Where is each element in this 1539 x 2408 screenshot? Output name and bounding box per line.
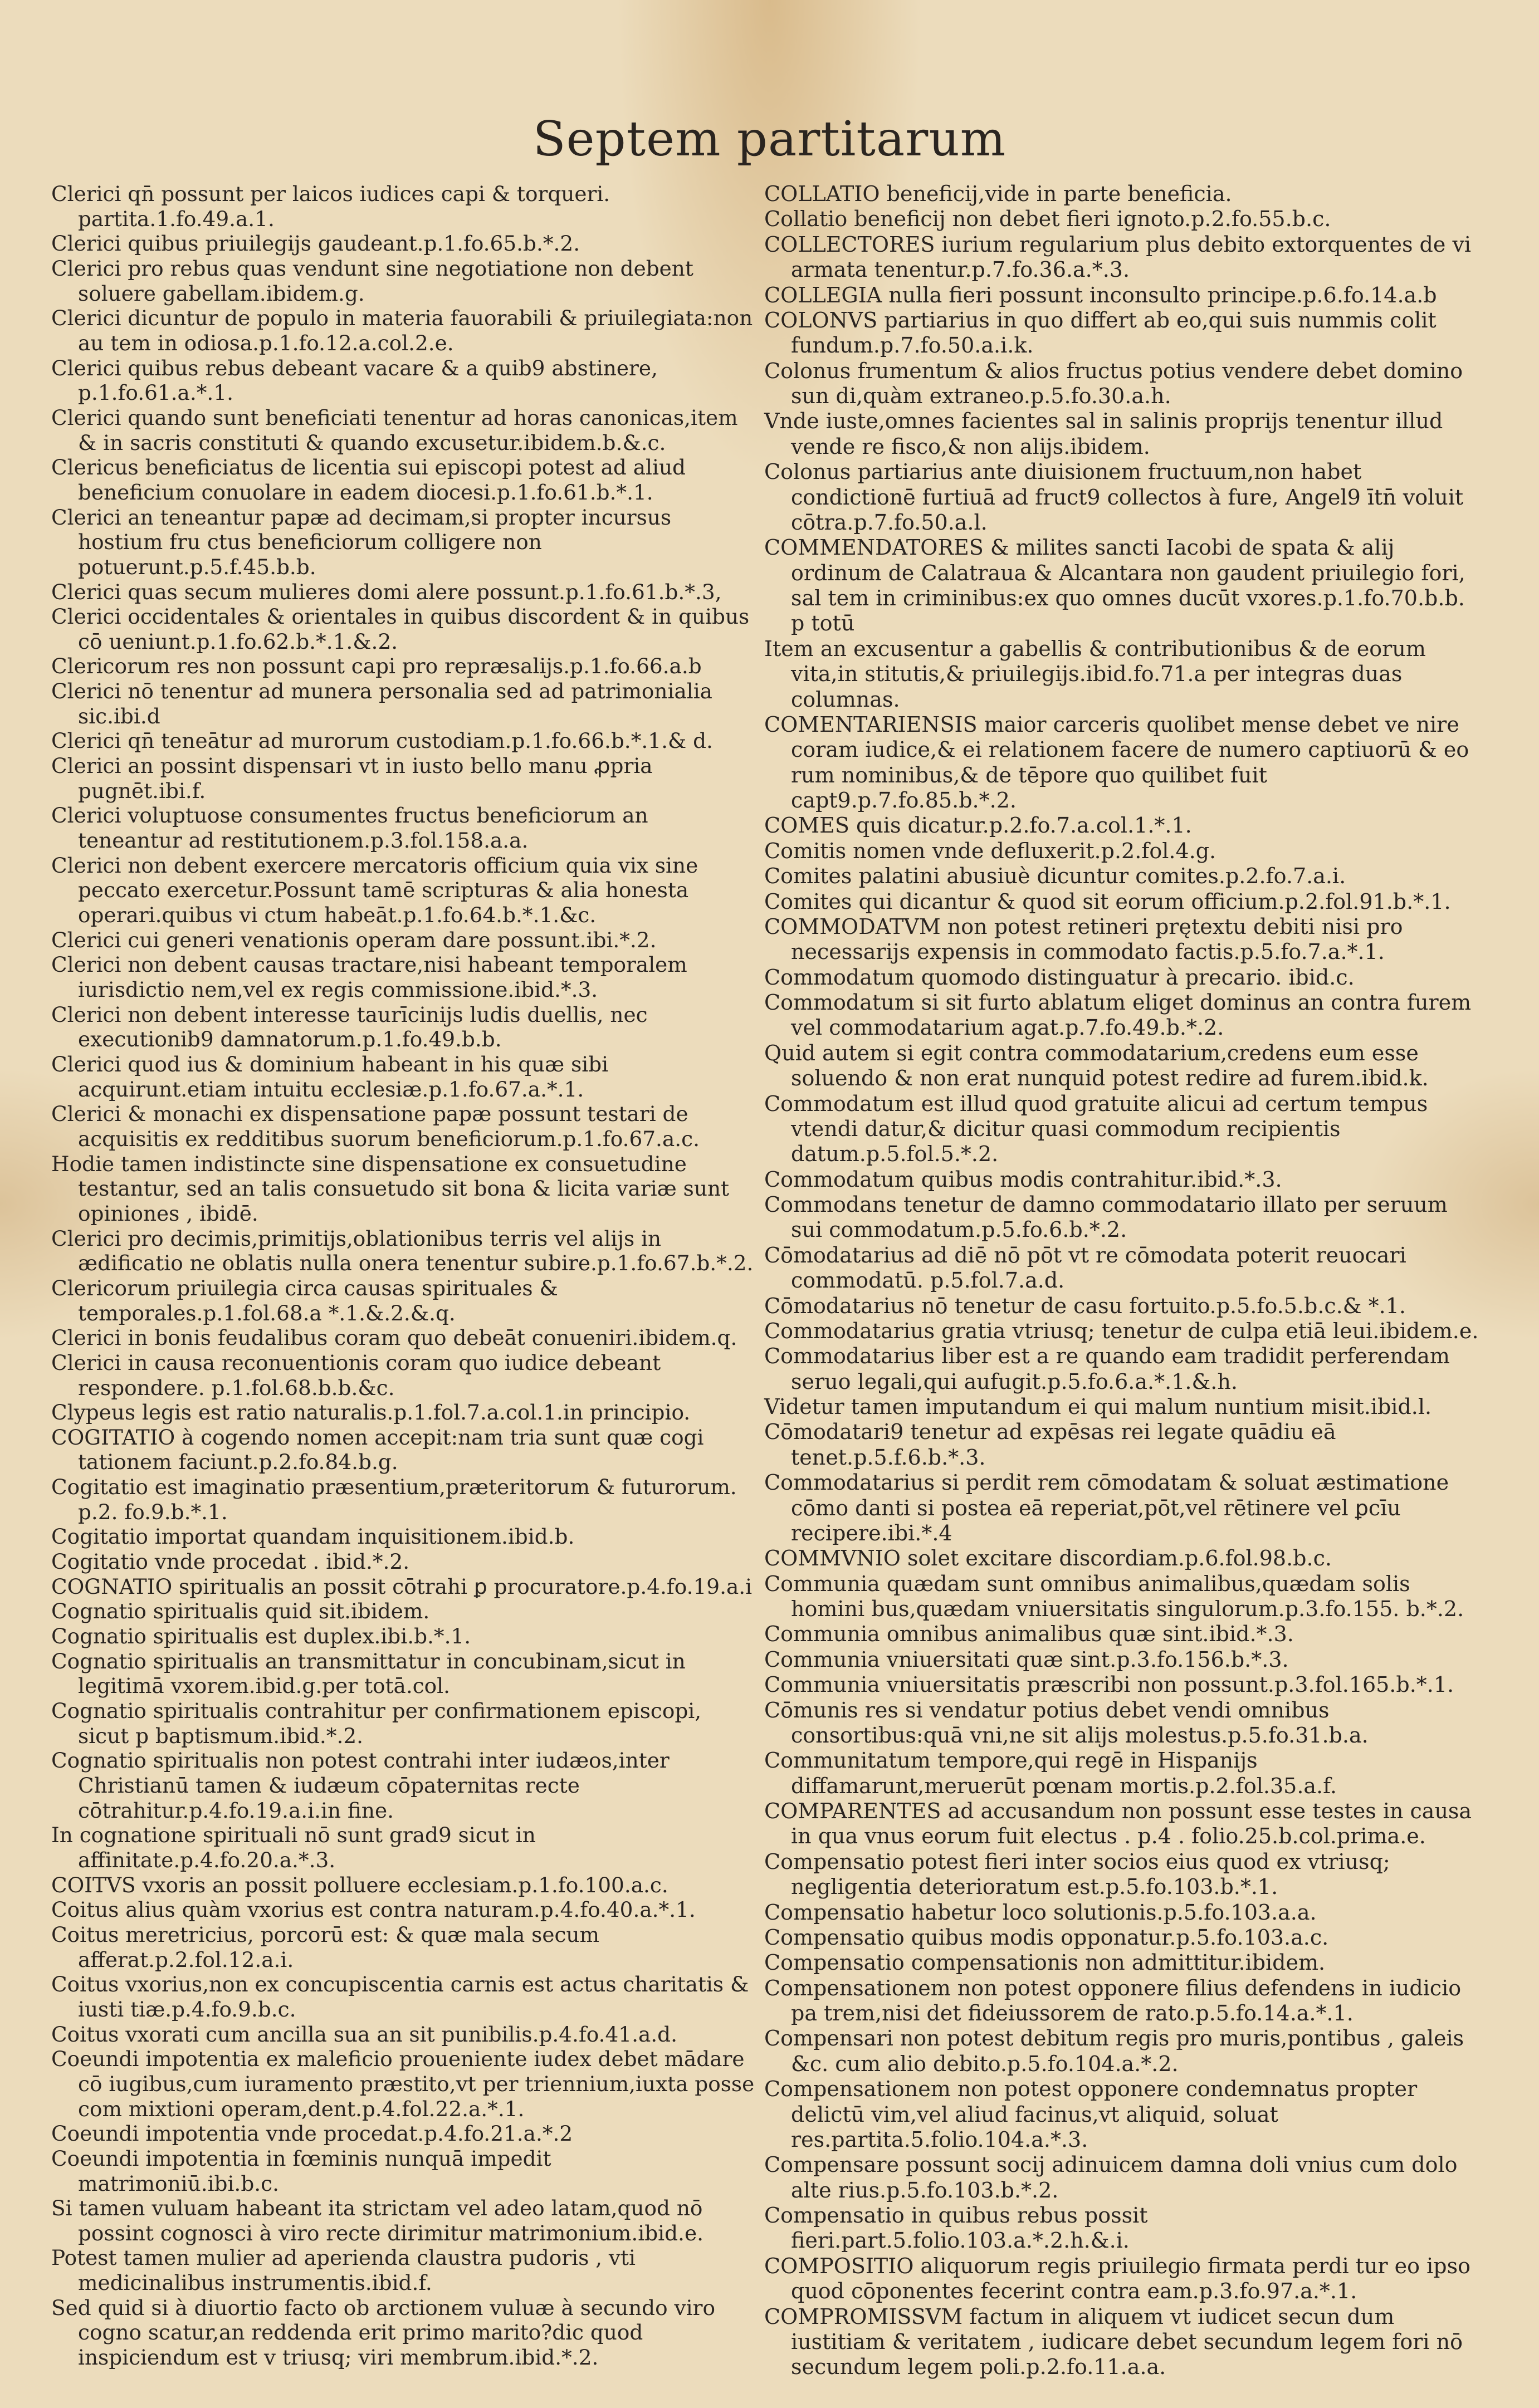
index-entry: Commodatum quibus modis contrahitur.ibid.*.3. [764, 1167, 1282, 1192]
index-entry: Coeundi impotentia ex maleficio proueniente iudex debet mādare cō iugibus,cum iuramento præstito,vt per triennium,iuxta posse com mixtioni operam,dent.p.4.fol.22.a.*.1. [51, 2047, 755, 2121]
index-entry: Cognatio spiritualis contrahitur per confirmationem episcopi, sicut p baptismum.ibid.*.2. [51, 1699, 702, 1748]
index-entry: Compensare possunt socij adinuicem damna doli vnius cum dolo alte rius.p.5.fo.103.b.*.2. [764, 2152, 1458, 2203]
index-entry: Sed quid si à diuortio facto ob arctionem vuluæ à secundo viro cogno scatur,an reddenda erit primo marito?dic quod inspiciendum est v triusq; viri membrum.ibid.*.2. [51, 2295, 715, 2370]
index-entry: Coitus alius quàm vxorius est contra naturam.p.4.fo.40.a.*.1. [51, 1897, 696, 1922]
index-entry: COLONVS partiarius in quo differt ab eo,qui suis nummis colit fundum.p.7.fo.50.a.i.k. [764, 307, 1437, 358]
index-entry: Clerici quod ius & dominium habeant in his quæ sibi acquirunt.etiam intuitu ecclesiæ.p.1.fo.67.a.*.1. [51, 1051, 609, 1102]
index-entry: Commodatarius liber est a re quando eam tradidit perferendam seruo legali,qui aufugit.p.5.fo.6.a.*.1.&.h. [764, 1344, 1450, 1394]
index-column-left [51, 182, 756, 2370]
index-entry: Item an excusentur a gabellis & contributionibus & de eorum vita,in stitutis,& priuilegijs.ibid.fo.71.a per integras duas columnas. [764, 636, 1426, 712]
index-entry: Communitatum tempore,qui regē in Hispanijs diffamarunt,meruerūt pœnam mortis.p.2.fol.35.a.f. [764, 1748, 1337, 1798]
index-entry: COMMODATVM non potest retineri prętextu debiti nisi pro necessarijs expensis in commodato factis.p.5.fo.7.a.*.1. [764, 914, 1403, 965]
index-entry: Compensationem non potest opponere condemnatus propter delictū vim,vel aliud facinus,vt aliquid, soluat res.partita.5.folio.104.a.*.3. [764, 2077, 1418, 2152]
index-entry: Compensatio quibus modis opponatur.p.5.fo.103.a.c. [764, 1925, 1329, 1950]
index-entry: Coitus vxorati cum ancilla sua an sit punibilis.p.4.fo.41.a.d. [51, 2022, 677, 2047]
index-entry: COMMENDATORES & milites sancti Iacobi de spata & alij ordinum de Calatraua & Alcantara non gaudent priuilegio fori, sal tem in criminibus:ex quo omnes ducūt vxores.p.1.fo.70.b.b. p totū [764, 535, 1465, 636]
index-entry: COGITATIO à cogendo nomen accepit:nam tria sunt quæ cogi tationem faciunt.p.2.fo.84.b.g. [51, 1425, 704, 1475]
index-entry: Compensatio compensationis non admittitur.ibidem. [764, 1950, 1326, 1975]
index-entry: Clerici an teneantur papæ ad decimam,si propter incursus hostium fru ctus beneficiorum colligere non potuerunt.p.5.f.45.b.b. [51, 505, 672, 579]
index-entry: Comites qui dicantur & quod sit eorum officium.p.2.fol.91.b.*.1. [764, 889, 1451, 914]
index-entry: Clerici pro rebus quas vendunt sine negotiatione non debent soluere gabellam.ibidem.g. [51, 256, 693, 306]
index-entry: COITVS vxoris an possit polluere ecclesiam.p.1.fo.100.a.c. [51, 1872, 668, 1897]
index-entry: Vnde iuste,omnes facientes sal in salinis proprijs tenentur illud vende re fisco,& non alijs.ibidem. [764, 409, 1443, 459]
index-entry: Clerici qn̄ teneātur ad murorum custodiam.p.1.fo.66.b.*.1.& d. [51, 728, 713, 753]
index-entry: Clerici cui generi venationis operam dare possunt.ibi.*.2. [51, 927, 657, 952]
index-entry: Clerici dicuntur de populo in materia fauorabili & priuilegiata:non au tem in odiosa.p.1.fo.12.a.col.2.e. [51, 306, 753, 355]
index-entry: Clerici quibus rebus debeant vacare & a quib9 abstinere, p.1.fo.61.a.*.1. [51, 355, 658, 405]
index-entry: Commodatarius si perdit rem cōmodatam & soluat æstimatione cōmo danti si postea eā reperiat,pōt,vel rētinere vel ꝑcīu recipere.ibi.*.4 [764, 1470, 1449, 1545]
index-entry: COMENTARIENSIS maior carceris quolibet mense debet ve nire coram iudice,& ei relationem facere de numero captiuorū & eo rum nominibus,& de tēpore quo quilibet fuit capt9.p.7.fo.85.b.*.2. [764, 712, 1469, 813]
index-entry: Clypeus legis est ratio naturalis.p.1.fol.7.a.col.1.in principio. [51, 1400, 691, 1425]
index-entry: Cōmunis res si vendatur potius debet vendi omnibus consortibus:quā vni,ne sit alijs molestus.p.5.fo.31.b.a. [764, 1697, 1369, 1748]
index-entry: Clerici & monachi ex dispensatione papæ possunt testari de acquisitis ex redditibus suorum beneficiorum.p.1.fo.67.a.c. [51, 1102, 700, 1151]
index-entry: Cogitatio importat quandam inquisitionem.ibid.b. [51, 1524, 575, 1549]
index-entry: Colonus partiarius ante diuisionem fructuum,non habet condictionē furtiuā ad fruct9 collectos à fure, Angel9 ītn̄ voluit cōtra.p.7.fo.50.a.l. [764, 459, 1464, 535]
index-entry: COMMVNIO solet excitare discordiam.p.6.fol.98.b.c. [764, 1546, 1332, 1571]
index-column-right [764, 182, 1480, 2380]
index-entry: COGNATIO spiritualis an possit cōtrahi ꝑ procuratore.p.4.fo.19.a.i [51, 1574, 753, 1599]
index-entry: Clerici an possint dispensari vt in iusto bello manu ꝓpria pugnēt.ibi.f. [51, 753, 653, 803]
index-entry: Coeundi impotentia in fœminis nunquā impedit matrimoniū.ibi.b.c. [51, 2146, 551, 2196]
index-entry: Cōmodatarius nō tenetur de casu fortuito.p.5.fo.5.b.c.& *.1. [764, 1293, 1406, 1318]
index-entry: Quid autem si egit contra commodatarium,credens eum esse soluendo & non erat nunquid potest redire ad furem.ibid.k. [764, 1040, 1429, 1091]
index-entry: Communia vniuersitatis præscribi non possunt.p.3.fol.165.b.*.1. [764, 1672, 1454, 1697]
index-entry: Compensatio potest fieri inter socios eius quod ex vtriusq; negligentia deterioratum est.p.5.fo.103.b.*.1. [764, 1849, 1390, 1900]
index-entry: Clerici qn̄ possunt per laicos iudices capi & torqueri. partita.1.fo.49.a.1. [51, 182, 610, 231]
index-entry: COMPROMISSVM factum in aliquem vt iudicet secun dum iustitiam & veritatem , iudicare debet secundum legem fori nō secundum legem poli.p.2.fo.11.a.a. [764, 2304, 1463, 2380]
index-entry: Comitis nomen vnde defluxerit.p.2.fol.4.g. [764, 838, 1216, 863]
index-entry: Colonus frumentum & alios fructus potius vendere debet domino sun di,quàm extraneo.p.5.fo.30.a.h. [764, 358, 1463, 408]
index-entry: COMPOSITIO aliquorum regis priuilegio firmata perdi tur eo ipso quod cōponentes fecerint contra eam.p.3.fo.97.a.*.1. [764, 2253, 1470, 2304]
index-entry: Compensatio in quibus rebus possit fieri.part.5.folio.103.a.*.2.h.&.i. [764, 2203, 1148, 2253]
index-entry: Cognatio spiritualis an transmittatur in concubinam,sicut in legitimā vxorem.ibid.g.per totā.col. [51, 1648, 686, 1699]
index-entry: Cogitatio vnde procedat . ibid.*.2. [51, 1549, 410, 1574]
index-entry: Cōmodatari9 tenetur ad expēsas rei legate quādiu eā tenet.p.5.f.6.b.*.3. [764, 1420, 1336, 1470]
index-entry: Cogitatio est imaginatio præsentium,præteritorum & futurorum. p.2. fo.9.b.*.1. [51, 1475, 737, 1524]
index-entry: Clerici nō tenentur ad munera personalia sed ad patrimonialia sic.ibi.d [51, 679, 712, 728]
index-entry: Clerici in bonis feudalibus coram quo debeāt conueniri.ibidem.q. [51, 1325, 737, 1350]
index-entry: Cognatio spiritualis non potest contrahi inter iudæos,inter Christianū tamen & iudæum cōpaternitas recte cōtrahitur.p.4.fo.19.a.i.in fine. [51, 1748, 670, 1823]
running-head: Septem partitarum [532, 111, 1007, 167]
index-entry: Clericorum priuilegia circa causas spirituales & temporales.p.1.fol.68.a *.1.&.2.&.q. [51, 1275, 558, 1325]
index-entry: In cognatione spirituali nō sunt grad9 sicut in affinitate.p.4.fo.20.a.*.3. [51, 1823, 536, 1872]
index-entry: Commodatum quomodo distinguatur à precario. ibid.c. [764, 965, 1355, 990]
index-entry: Communia vniuersitati quæ sint.p.3.fo.156.b.*.3. [764, 1647, 1289, 1672]
index-entry: Compensatio habetur loco solutionis.p.5.fo.103.a.a. [764, 1900, 1317, 1925]
index-entry: COLLATIO beneficij,vide in parte beneficia. [764, 182, 1232, 206]
index-entry: COLLEGIA nulla fieri possunt inconsulto principe.p.6.fo.14.a.b [764, 282, 1437, 307]
index-entry: Communia quædam sunt omnibus animalibus,quædam solis homini bus,quædam vniuersitatis singulorum.p.3.fo.155. b.*.2. [764, 1571, 1464, 1621]
index-entry: Videtur tamen imputandum ei qui malum nuntium misit.ibid.l. [764, 1394, 1432, 1419]
index-entry: Clerici quibus priuilegijs gaudeant.p.1.fo.65.b.*.2. [51, 231, 580, 256]
index-entry: Coeundi impotentia vnde procedat.p.4.fo.21.a.*.2 [51, 2121, 573, 2146]
index-entry: Clericus beneficiatus de licentia sui episcopi potest ad aliud beneficium conuolare in eadem diocesi.p.1.fo.61.b.*.1. [51, 455, 686, 505]
index-entry: Clerici non debent exercere mercatoris officium quia vix sine peccato exercetur.Possunt tamē scripturas & alia honesta operari.quibus vi ctum habeāt.p.1.fo.64.b.*.1.&c. [51, 853, 698, 928]
index-entry: Compensari non potest debitum regis pro muris,pontibus , galeis &c. cum alio debito.p.5.fo.104.a.*.2. [764, 2026, 1464, 2076]
index-entry: Clerici in causa reconuentionis coram quo iudice debeant respondere. p.1.fol.68.b.b.&c. [51, 1350, 661, 1400]
index-entry: Commodatum si sit furto ablatum eliget dominus an contra furem vel commodatarium agat.p.7.fo.49.b.*.2. [764, 990, 1472, 1040]
index-entry: Clerici voluptuose consumentes fructus beneficiorum an teneantur ad restitutionem.p.3.fol.158.a.a. [51, 803, 648, 853]
index-entry: Commodatum est illud quod gratuite alicui ad certum tempus vtendi datur,& dicitur quasi commodum recipientis datum.p.5.fol.5.*.2. [764, 1091, 1428, 1167]
index-entry: Communia omnibus animalibus quæ sint.ibid.*.3. [764, 1622, 1294, 1647]
index-entry: COLLECTORES iurium regularium plus debito extorquentes de vi armata tenentur.p.7.fo.36.a.*.3. [764, 232, 1472, 282]
index-entry: COMPARENTES ad accusandum non possunt esse testes in causa in qua vnus eorum fuit electus . p.4 . folio.25.b.col.prima.e. [764, 1799, 1472, 1849]
index-entry: Collatio beneficij non debet fieri ignoto.p.2.fo.55.b.c. [764, 207, 1331, 232]
index-entry: Clericorum res non possunt capi pro repræsalijs.p.1.fo.66.a.b [51, 654, 702, 679]
index-entry: Cognatio spiritualis est duplex.ibi.b.*.1. [51, 1624, 471, 1649]
index-entry: Clerici occidentales & orientales in quibus discordent & in quibus cō ueniunt.p.1.fo.62.b.*.1.&.2. [51, 604, 750, 654]
index-entry: COMES quis dicatur.p.2.fo.7.a.col.1.*.1. [764, 813, 1192, 838]
index-entry: Commodans tenetur de damno commodatario illato per seruum sui commodatum.p.5.fo.6.b.*.2. [764, 1192, 1448, 1242]
index-entry: Clerici quando sunt beneficiati tenentur ad horas canonicas,item & in sacris constituti & quando excusetur.ibidem.b.&.c. [51, 405, 738, 455]
index-entry: Clerici quas secum mulieres domi alere possunt.p.1.fo.61.b.*.3, [51, 579, 722, 604]
index-entry: Clerici pro decimis,primitijs,oblationibus terris vel alijs in ædificatio ne oblatis nulla onera tenentur subire.p.1.fo.67.b.*.2. [51, 1226, 754, 1276]
index-entry: Coitus meretricius, porcorū est: & quæ mala secum afferat.p.2.fol.12.a.i. [51, 1922, 599, 1972]
index-entry: Clerici non debent causas tractare,nisi habeant temporalem iurisdictio nem,vel ex regis commissione.ibid.*.3. [51, 952, 687, 1002]
index-entry: Compensationem non potest opponere filius defendens in iudicio pa trem,nisi det fideiussorem de rato.p.5.fo.14.a.*.1. [764, 1975, 1462, 2025]
index-entry: Clerici non debent interesse taurīcinijs ludis duellis, nec executionib9 damnatorum.p.1.fo.49.b.b. [51, 1002, 648, 1052]
index-entry: Comites palatini abusiuè dicuntur comites.p.2.fo.7.a.i. [764, 864, 1346, 889]
index-entry: Commodatarius gratia vtriusq; tenetur de culpa etiā leui.ibidem.e. [764, 1318, 1479, 1343]
index-entry: Coitus vxorius,non ex concupiscentia carnis est actus charitatis & iusti tiæ.p.4.fo.9.b.c. [51, 1972, 749, 2022]
index-entry: Potest tamen mulier ad aperienda claustra pudoris , vti medicinalibus instrumentis.ibid.f. [51, 2245, 636, 2296]
index-entry: Cognatio spiritualis quid sit.ibidem. [51, 1599, 430, 1624]
index-entry: Hodie tamen indistincte sine dispensatione ex consuetudine testantur, sed an talis consuetudo sit bona & licita variæ sunt opiniones , ibidē. [51, 1151, 730, 1226]
index-entry: Si tamen vuluam habeant ita strictam vel adeo latam,quod nō possint cognosci à viro recte dirimitur matrimonium.ibid.e. [51, 2196, 703, 2245]
index-entry: Cōmodatarius ad diē nō pōt vt re cōmodata poterit reuocari commodatū. p.5.fol.7.a.d. [764, 1242, 1406, 1293]
